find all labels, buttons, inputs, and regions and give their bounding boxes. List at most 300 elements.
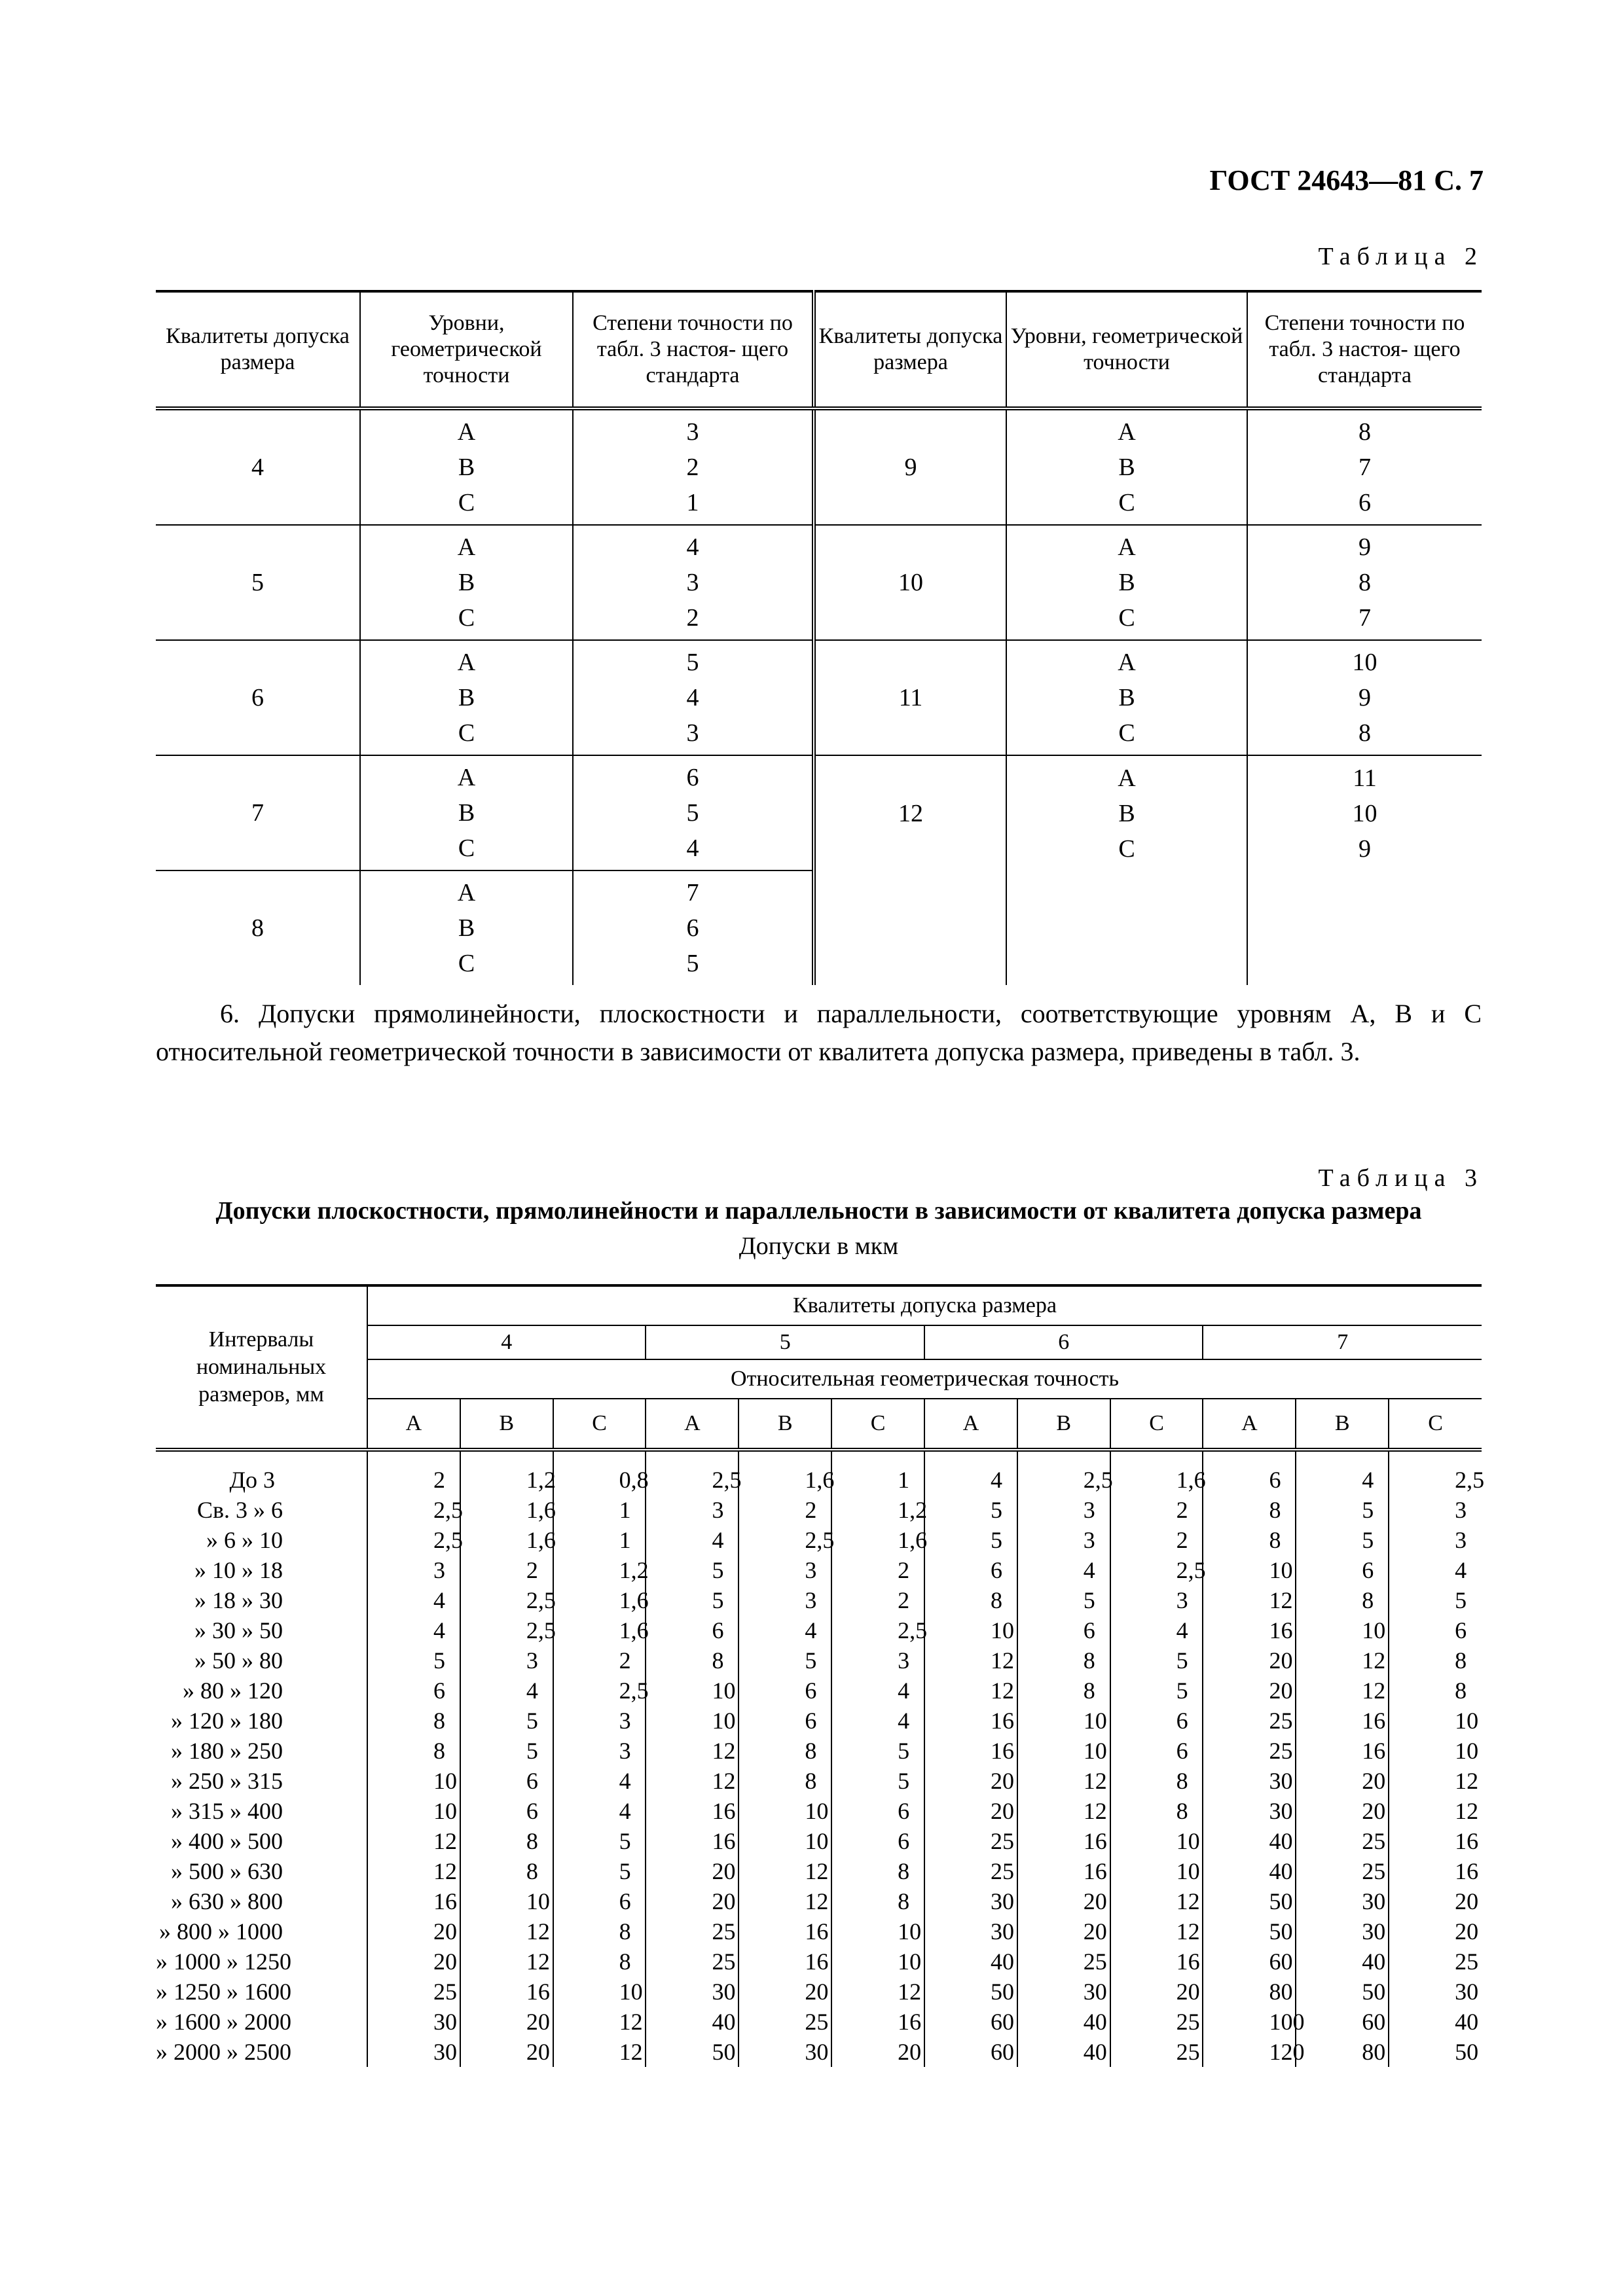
cell-value: С (1118, 489, 1135, 516)
cell-value: 7 (1359, 604, 1371, 632)
tolerance-value: 4 (619, 1798, 631, 1824)
tolerance-value: 5 (526, 1738, 538, 1764)
tolerance-value: 5 (1083, 1587, 1095, 1613)
tolerance-value: 2 (526, 1557, 538, 1583)
tolerance-value: 12 (1455, 1798, 1479, 1824)
interval-label: » 10 » 18 (194, 1557, 283, 1583)
cell-value: 8 (1359, 569, 1371, 596)
tolerance-value: 6 (1176, 1708, 1188, 1734)
tolerance-value: 1,6 (526, 1497, 556, 1523)
tolerance-value: 40 (990, 1948, 1014, 1975)
tolerance-value: 50 (1269, 1888, 1293, 1914)
tolerance-value: 4 (1176, 1617, 1188, 1643)
tolerance-value: 16 (1083, 1828, 1107, 1854)
grade-header: 7 (1203, 1325, 1482, 1359)
tolerance-value: 30 (1269, 1798, 1293, 1824)
cell-value: В (1118, 569, 1135, 596)
tolerance-value: 2 (898, 1587, 910, 1613)
tolerance-value: 16 (1362, 1738, 1386, 1764)
cell-value: 5 (686, 799, 699, 827)
tolerance-value: 12 (1362, 1677, 1386, 1704)
cell-value: С (458, 604, 475, 632)
tolerance-value: 12 (805, 1858, 829, 1884)
tolerance-column (460, 1450, 556, 2067)
tolerance-value: 30 (1362, 1918, 1386, 1945)
tolerance-value: 12 (619, 2039, 643, 2065)
tolerance-value: 8 (1083, 1677, 1095, 1704)
level-header: В (1017, 1399, 1110, 1450)
interval-label: » 120 » 180 (171, 1708, 283, 1734)
grade-cell: 10 (814, 525, 1006, 640)
cell-value: А (1118, 533, 1136, 561)
tolerance-value: 5 (990, 1497, 1002, 1523)
empty-cell (814, 870, 1006, 985)
tolerance-value: 2,5 (433, 1497, 463, 1523)
tolerance-value: 10 (1269, 1557, 1293, 1583)
tolerance-value: 80 (1362, 2039, 1386, 2065)
tolerance-value: 20 (898, 2039, 922, 2065)
tolerance-value: 10 (1083, 1708, 1107, 1734)
cell-value: А (457, 649, 476, 676)
tolerance-value: 3 (1083, 1497, 1095, 1523)
grade-header: 6 (924, 1325, 1203, 1359)
tolerance-value: 10 (1083, 1738, 1107, 1764)
tolerance-value: 16 (712, 1828, 736, 1854)
interval-label: » 6 » 10 (206, 1527, 283, 1553)
cell-value: А (457, 764, 476, 791)
level-header: А (1203, 1399, 1296, 1450)
level-header: А (646, 1399, 739, 1450)
levels-cell (1006, 755, 1247, 870)
tolerance-value: 1 (619, 1497, 631, 1523)
grade-cell: 12 (814, 755, 1006, 870)
cell-value: 9 (1359, 684, 1371, 711)
tolerance-value: 8 (1176, 1768, 1188, 1794)
tolerance-value: 12 (712, 1768, 736, 1794)
tolerance-value: 12 (1362, 1647, 1386, 1674)
interval-label: » 800 » 1000 (159, 1918, 283, 1945)
tolerance-value: 1,2 (619, 1557, 649, 1583)
degrees-cell (573, 755, 814, 870)
cell-value: В (458, 914, 475, 942)
tolerance-value: 1,6 (619, 1617, 649, 1643)
tolerance-value: 10 (1455, 1708, 1479, 1734)
tolerance-value: 3 (805, 1557, 817, 1583)
tolerance-value: 25 (1362, 1828, 1386, 1854)
tolerance-value: 2,5 (433, 1527, 463, 1553)
tolerance-value: 2,5 (526, 1617, 556, 1643)
cell-value: А (457, 879, 476, 906)
tolerance-value: 1,6 (898, 1527, 928, 1553)
cell-value: 4 (686, 684, 699, 711)
tolerance-value: 1 (898, 1467, 910, 1493)
level-header: С (553, 1399, 646, 1450)
tolerance-value: 4 (898, 1677, 910, 1704)
tolerance-value: 30 (1269, 1768, 1293, 1794)
tolerance-value: 25 (990, 1858, 1014, 1884)
tolerance-value: 80 (1269, 1979, 1293, 2005)
tolerance-value: 4 (990, 1467, 1002, 1493)
cell-value: С (458, 719, 475, 747)
cell-value: С (458, 834, 475, 862)
cell-value: 10 (1352, 799, 1377, 827)
degrees-cell (573, 640, 814, 755)
cell-value: 9 (1359, 834, 1371, 863)
level-header: В (739, 1399, 831, 1450)
tolerance-value: 5 (990, 1527, 1002, 1553)
tolerance-value: 2,5 (805, 1527, 835, 1553)
tolerance-value: 40 (1269, 1828, 1293, 1854)
tolerance-value: 1 (619, 1527, 631, 1553)
tolerance-value: 8 (1269, 1527, 1281, 1553)
tolerance-value: 1,6 (1176, 1467, 1206, 1493)
tolerance-column (831, 1450, 928, 2067)
empty-cell (1247, 870, 1482, 985)
tolerance-value: 20 (1176, 1979, 1200, 2005)
tolerance-value: 6 (898, 1828, 910, 1854)
tolerance-column (367, 1450, 463, 2067)
interval-label: » 2000 » 2500 (156, 2039, 291, 2065)
tolerance-value: 10 (433, 1798, 457, 1824)
cell-value: 7 (1359, 454, 1371, 481)
tolerance-value: 12 (990, 1677, 1014, 1704)
degrees-cell (1247, 408, 1482, 525)
tolerance-value: 25 (712, 1948, 736, 1975)
interval-label: » 1250 » 1600 (156, 1979, 291, 2005)
tolerance-value: 8 (1176, 1798, 1188, 1824)
header-degree: Степени точности по табл. 3 настоя- щего стандарта (1247, 291, 1482, 408)
tolerance-value: 5 (1176, 1647, 1188, 1674)
cell-value: 2 (686, 604, 699, 632)
tolerance-value: 10 (712, 1708, 736, 1734)
tolerance-value: 16 (1083, 1858, 1107, 1884)
level-header: А (367, 1399, 460, 1450)
tolerance-value: 10 (433, 1768, 457, 1794)
tolerance-value: 60 (990, 2039, 1014, 2065)
tolerance-value: 30 (990, 1918, 1014, 1945)
tolerance-value: 25 (1176, 2039, 1200, 2065)
tolerance-value: 4 (712, 1527, 724, 1553)
body-paragraph: 6. Допуски прямолинейности, плоскостности и параллельности, соответствующие уровням А, В и С относительной геометрической точности в зависимости от квалитета допуска размера, приведены в табл. 3. (156, 999, 1482, 1066)
tolerance-value: 12 (1269, 1587, 1293, 1613)
tolerance-value: 3 (526, 1647, 538, 1674)
tolerance-value: 8 (898, 1888, 910, 1914)
tolerance-value: 5 (898, 1768, 910, 1794)
cell-value: А (1118, 764, 1136, 792)
tolerance-value: 12 (433, 1858, 457, 1884)
header-grade: Квалитеты допуска размера (814, 291, 1006, 408)
tolerance-value: 40 (1083, 2039, 1107, 2065)
tolerance-value: 4 (1455, 1557, 1467, 1583)
tolerance-value: 6 (1083, 1617, 1095, 1643)
cell-value: 1 (686, 489, 699, 516)
tolerance-value: 16 (805, 1948, 829, 1975)
levels-cell (360, 755, 573, 870)
tolerance-value: 3 (805, 1587, 817, 1613)
cell-value: А (457, 533, 476, 561)
table-row (156, 870, 1482, 985)
tolerance-value: 4 (805, 1617, 817, 1643)
interval-label: » 180 » 250 (171, 1738, 283, 1764)
tolerance-value: 4 (619, 1768, 631, 1794)
tolerance-value: 5 (805, 1647, 817, 1674)
grade-header: 5 (646, 1325, 924, 1359)
tolerance-value: 20 (433, 1918, 457, 1945)
table-2-caption: Таблица 2 (1318, 243, 1484, 270)
cell-value: 6 (686, 764, 699, 791)
tolerance-value: 3 (1176, 1587, 1188, 1613)
tolerance-value: 20 (990, 1768, 1014, 1794)
tolerance-value: 30 (1455, 1979, 1479, 2005)
degrees-cell (573, 408, 814, 525)
tolerance-value: 16 (1269, 1617, 1293, 1643)
tolerance-value: 20 (433, 1948, 457, 1975)
tolerance-value: 2 (1176, 1527, 1188, 1553)
tolerance-value: 10 (990, 1617, 1014, 1643)
interval-label: » 30 » 50 (194, 1617, 283, 1643)
tolerance-value: 4 (526, 1677, 538, 1704)
tolerance-value: 2,5 (898, 1617, 928, 1643)
tolerance-value: 2 (619, 1647, 631, 1674)
tolerance-value: 1,6 (805, 1467, 835, 1493)
cell-value: 3 (686, 418, 699, 446)
cell-value: 8 (1359, 418, 1371, 446)
tolerance-value: 12 (619, 2009, 643, 2035)
tolerance-value: 2,5 (619, 1677, 649, 1704)
cell-value: С (1118, 604, 1135, 632)
tolerance-value: 2,5 (1455, 1467, 1485, 1493)
levels-cell (360, 525, 573, 640)
tolerance-value: 4 (1362, 1467, 1374, 1493)
tolerance-value: 6 (526, 1798, 538, 1824)
interval-label: » 1000 » 1250 (156, 1948, 291, 1975)
tolerance-value: 6 (805, 1708, 817, 1734)
tolerance-value: 3 (1455, 1497, 1467, 1523)
cell-value: А (1118, 649, 1136, 676)
tolerance-value: 5 (1362, 1497, 1374, 1523)
tolerance-value: 6 (1269, 1467, 1281, 1493)
tolerance-column (1110, 1450, 1206, 2067)
cell-value: В (1118, 454, 1135, 481)
tolerance-value: 6 (433, 1677, 445, 1704)
tolerance-value: 25 (712, 1918, 736, 1945)
tolerance-value: 5 (712, 1557, 724, 1583)
levels-cell (360, 408, 573, 525)
tolerance-value: 4 (1083, 1557, 1095, 1583)
tolerance-value: 10 (619, 1979, 643, 2005)
tolerance-column (1017, 1450, 1113, 2067)
tolerance-value: 8 (712, 1647, 724, 1674)
tolerance-value: 20 (1269, 1647, 1293, 1674)
tolerance-value: 12 (1455, 1768, 1479, 1794)
tolerance-value: 10 (805, 1828, 829, 1854)
tolerance-value: 6 (898, 1798, 910, 1824)
tolerance-value: 3 (712, 1497, 724, 1523)
tolerance-value: 3 (1083, 1527, 1095, 1553)
tolerance-value: 8 (990, 1587, 1002, 1613)
tolerance-column (1296, 1450, 1389, 2067)
tolerance-value: 12 (990, 1647, 1014, 1674)
tolerance-value: 10 (898, 1948, 922, 1975)
tolerance-value: 10 (1455, 1738, 1479, 1764)
degrees-cell (573, 870, 814, 985)
cell-value: А (1118, 418, 1136, 446)
cell-value: 11 (1353, 764, 1377, 792)
tolerance-value: 6 (526, 1768, 538, 1794)
page-header: ГОСТ 24643—81 С. 7 (1209, 164, 1484, 196)
tolerance-value: 8 (1083, 1647, 1095, 1674)
tolerance-value: 25 (1362, 1858, 1386, 1884)
tolerance-value: 25 (1269, 1708, 1293, 1734)
tolerance-value: 12 (898, 1979, 922, 2005)
tolerance-column (924, 1450, 1017, 2067)
tolerance-value: 5 (619, 1828, 631, 1854)
tolerance-value: 5 (1176, 1677, 1188, 1704)
tolerance-value: 30 (990, 1888, 1014, 1914)
tolerance-value: 20 (1455, 1918, 1479, 1945)
tolerance-value: 20 (1269, 1677, 1293, 1704)
tolerance-value: 2 (433, 1467, 445, 1493)
tolerance-value: 10 (1176, 1828, 1200, 1854)
table-row (156, 408, 1482, 525)
tolerance-value: 30 (1362, 1888, 1386, 1914)
tolerance-value: 5 (1455, 1587, 1467, 1613)
cell-value: С (458, 489, 475, 516)
cell-value: В (1118, 684, 1135, 711)
cell-value: 3 (686, 719, 699, 747)
interval-label: » 50 » 80 (194, 1647, 283, 1674)
grade-cell: 9 (814, 408, 1006, 525)
cell-value: С (1118, 719, 1135, 747)
levels-cell (1006, 408, 1247, 525)
tolerance-value: 12 (526, 1918, 550, 1945)
tolerance-value: 10 (898, 1918, 922, 1945)
cell-value: В (458, 454, 475, 481)
level-header: С (1110, 1399, 1203, 1450)
tolerance-column (1203, 1450, 1305, 2067)
tolerance-value: 12 (1176, 1888, 1200, 1914)
tolerance-column (553, 1450, 649, 2067)
tolerance-value: 12 (433, 1828, 457, 1854)
tolerance-value: 0,8 (619, 1467, 649, 1493)
interval-label: » 630 » 800 (171, 1888, 283, 1914)
levels-cell (360, 640, 573, 755)
tolerance-value: 5 (898, 1738, 910, 1764)
tolerance-value: 20 (1362, 1768, 1386, 1794)
cell-value: 5 (686, 950, 699, 977)
tolerance-value: 16 (712, 1798, 736, 1824)
tolerance-value: 25 (1176, 2009, 1200, 2035)
tolerance-value: 30 (433, 2039, 457, 2065)
tolerance-value: 8 (526, 1828, 538, 1854)
grade-cell: 8 (156, 870, 360, 985)
cell-value: 7 (686, 879, 699, 906)
table-row (156, 755, 1482, 870)
tolerance-value: 3 (619, 1708, 631, 1734)
tolerance-value: 3 (433, 1557, 445, 1583)
tolerance-value: 12 (805, 1888, 829, 1914)
degrees-cell (573, 525, 814, 640)
tolerance-value: 8 (1269, 1497, 1281, 1523)
tolerance-value: 2,5 (526, 1587, 556, 1613)
tolerance-value: 20 (712, 1858, 736, 1884)
interval-label: » 315 » 400 (171, 1798, 283, 1824)
tolerance-value: 4 (898, 1708, 910, 1734)
tolerance-value: 30 (433, 2009, 457, 2035)
tolerance-value: 50 (712, 2039, 736, 2065)
tolerance-value: 8 (1455, 1647, 1467, 1674)
grade-cell: 5 (156, 525, 360, 640)
header-level: Уровни, геометрической точности (360, 291, 573, 408)
tolerance-value: 20 (1083, 1918, 1107, 1945)
level-header: С (831, 1399, 924, 1450)
tolerance-value: 12 (712, 1738, 736, 1764)
levels-cell (1006, 640, 1247, 755)
tolerance-value: 8 (898, 1858, 910, 1884)
tolerance-value: 10 (1176, 1858, 1200, 1884)
tolerance-value: 40 (1362, 1948, 1386, 1975)
tolerance-value: 2,5 (712, 1467, 742, 1493)
tolerance-value: 5 (1362, 1527, 1374, 1553)
cell-value: 6 (686, 914, 699, 942)
tolerance-value: 16 (1362, 1708, 1386, 1734)
tolerance-value: 2 (1176, 1497, 1188, 1523)
tolerance-value: 6 (712, 1617, 724, 1643)
interval-label: » 400 » 500 (171, 1828, 283, 1854)
header-grades: Квалитеты допуска размера (367, 1285, 1482, 1325)
table-3-subtitle: Допуски в мкм (739, 1232, 899, 1260)
tolerance-value: 12 (1083, 1768, 1107, 1794)
tolerance-value: 25 (1455, 1948, 1479, 1975)
tolerance-value: 10 (1362, 1617, 1386, 1643)
cell-value: В (458, 799, 475, 827)
tolerance-value: 50 (990, 1979, 1014, 2005)
tolerance-value: 60 (1362, 2009, 1386, 2035)
tolerance-value: 3 (1455, 1527, 1467, 1553)
tolerance-value: 6 (1362, 1557, 1374, 1583)
interval-label: » 1600 » 2000 (156, 2009, 291, 2035)
levels-cell (1006, 525, 1247, 640)
cell-value: 8 (1359, 719, 1371, 747)
degrees-cell (1247, 640, 1482, 755)
tolerance-value: 5 (433, 1647, 445, 1674)
tolerance-value: 16 (898, 2009, 922, 2035)
interval-label: » 500 » 630 (171, 1858, 283, 1884)
levels-cell (360, 870, 573, 985)
tolerance-value: 100 (1269, 2009, 1305, 2035)
interval-label: » 18 » 30 (194, 1587, 283, 1613)
tolerance-value: 20 (990, 1798, 1014, 1824)
tolerance-value: 60 (990, 2009, 1014, 2035)
interval-label: » 250 » 315 (171, 1768, 283, 1794)
tolerance-value: 3 (619, 1738, 631, 1764)
cell-value: В (458, 569, 475, 596)
tolerance-value: 8 (1455, 1677, 1467, 1704)
tolerance-value: 60 (1269, 1948, 1293, 1975)
tolerance-value: 10 (805, 1798, 829, 1824)
table-3 (156, 1284, 1485, 2067)
tolerance-value: 20 (526, 2009, 550, 2035)
tolerance-value: 8 (1362, 1587, 1374, 1613)
tolerance-value: 12 (1176, 1918, 1200, 1945)
tolerance-value: 1,6 (619, 1587, 649, 1613)
level-header: В (460, 1399, 553, 1450)
grade-cell: 7 (156, 755, 360, 870)
tolerance-column (1389, 1450, 1485, 2067)
tolerance-value: 8 (619, 1918, 631, 1945)
tolerance-value: 20 (1362, 1798, 1386, 1824)
tolerance-value: 5 (526, 1708, 538, 1734)
